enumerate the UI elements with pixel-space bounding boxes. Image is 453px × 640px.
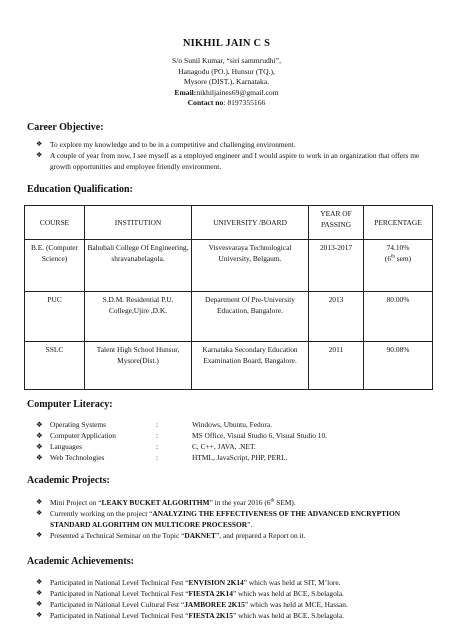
course-cell: B.E. (Computer Science) bbox=[25, 240, 85, 292]
address-line: Mysore (DIST.), Karnataka. bbox=[183, 77, 270, 86]
email-link[interactable]: nikhiljaines69@gmail.com bbox=[196, 87, 279, 97]
institution-cell: S.D.M. Residential P.U. College,Ujire ,D.K. bbox=[85, 292, 192, 342]
table-row bbox=[25, 292, 433, 342]
year-cell: 2013-2017 bbox=[309, 240, 364, 292]
contact-label: Contact no bbox=[187, 98, 224, 107]
column-header: COURSE bbox=[25, 206, 85, 240]
diamond-bullet-icon: ❖ bbox=[36, 151, 43, 159]
candidate-name: NIKHIL JAIN C S bbox=[182, 38, 271, 49]
diamond-bullet-icon: ❖ bbox=[36, 509, 43, 517]
institution-cell: Talent High School Hunsur, Mysore(Dist.) bbox=[85, 342, 192, 390]
list-item: ❖ Participated in National Level Technical Fest “FIESTA 2K14” which was held at BCE, S.belagola. bbox=[36, 589, 344, 598]
percentage-value: 74.10% bbox=[386, 243, 410, 252]
table-row bbox=[25, 240, 433, 292]
diamond-bullet-icon: ❖ bbox=[36, 431, 43, 440]
list-item: ❖ To explore my knowledge and to be in a competitive and challenging environment. bbox=[36, 140, 296, 149]
address-line: S/o Sunil Kumar, “siri sammrudhi”, bbox=[172, 56, 281, 65]
list-item: ❖ Mini Project on “LEAKY BUCKET ALGORITHM” in the year 2016 (6th SEM). bbox=[36, 498, 296, 507]
computer-heading: Computer Literacy: bbox=[27, 399, 113, 410]
diamond-bullet-icon: ❖ bbox=[36, 498, 43, 506]
percentage-cell bbox=[364, 240, 433, 292]
projects-list bbox=[36, 497, 436, 541]
diamond-bullet-icon: ❖ bbox=[36, 531, 43, 539]
percentage-cell: 90.08% bbox=[364, 342, 433, 390]
column-header: UNIVERSITY /BOARD bbox=[192, 206, 309, 240]
career-list bbox=[36, 139, 436, 172]
contact-line bbox=[0, 98, 453, 109]
column-header: PERCENTAGE bbox=[364, 206, 433, 240]
column-header: YEAR OF PASSING bbox=[309, 206, 364, 240]
percentage-cell: 80.00% bbox=[364, 292, 433, 342]
year-cell: 2011 bbox=[309, 342, 364, 390]
column-header: INSTITUTION bbox=[85, 206, 192, 240]
diamond-bullet-icon: ❖ bbox=[36, 442, 43, 451]
table-row bbox=[25, 342, 433, 390]
university-cell: Visvesvaraya Technological University, Belgaum. bbox=[192, 240, 309, 292]
achievements-list bbox=[36, 577, 436, 621]
address-line: Hanagodu (PO.), Hunsur (TQ.), bbox=[178, 66, 275, 76]
diamond-bullet-icon: ❖ bbox=[36, 578, 43, 586]
education-table bbox=[24, 205, 433, 390]
list-item: ❖ Participated in National Level Technical Fest “ENVISION 2K14” which was held at SIT, M’lore. bbox=[36, 578, 341, 587]
university-cell: Department Of Pre-University Education, Bangalore. bbox=[192, 292, 309, 342]
course-cell: PUC bbox=[25, 292, 85, 342]
list-item: ❖ Presented a Technical Seminar on the Topic “DAKNET”, and prepared a Report on it. bbox=[36, 531, 306, 540]
list-item: ❖ Participated in National Level Technical Fest “FIESTA 2K15” which was held at BCE, S.belagola. bbox=[36, 611, 344, 620]
career-heading: Career Objective: bbox=[27, 122, 104, 133]
diamond-bullet-icon: ❖ bbox=[36, 600, 43, 608]
projects-heading: Academic Projects: bbox=[27, 475, 110, 486]
list-item: ❖ A couple of year from now, I see myself as a employed engineer and I would aspire to work in an organization that offers me growth opportunities and employee friendly environment. bbox=[36, 151, 420, 171]
email-label: Email: bbox=[174, 87, 197, 97]
resume-page: NIKHIL JAIN C S S/o Sunil Kumar, “siri sammrudhi”, Hanagodu (PO.), Hunsur (TQ.), Mysore (DIST.), Karnataka. Email:nikhiljaines69@gmail.com Contact no: 8197355166 Career Objective: ❖ To explore my knowledge and to be in a competitive and challenging environment. ❖ A couple of year from now, I see myself as a employed engineer and I would aspire to work in an organization that offers me growth opportunities and employee friendly environment. Education Qualification: COURSE INSTITUTION UNIVERSITY /BOARD YEAR OF PASSING PERCENTAGE B.E. (Computer Science) Bahubali College Of Engineering, shravanabelagola. Visvesvaraya Technological University, Belgaum. 2013-2017 74.10% (6th sem) PUC S.D.M. Residential P.U. College,Ujire ,D.K. Department Of Pre-University Education, Bangalore. 2013 80.00% SSLC Talent High School Hunsur, Mysore(Dist.) Karnataka Secondary Education Examination Board, Bangalore. 2011 90.08% Computer Literacy: ❖ Operating Systems : Windows, Ubuntu, Fedora. ❖ Computer Application : MS Office, Visual Studio 6, Visual Studio 10. ❖ Languages : C, C++, JAVA, .NET. ❖ Web Technologies : HTML, JavaScript, PHP, PERL. Academic Projects: ❖ Mini Project on “LEAKY BUCKET ALGORITHM” in the year 2016 (6th SEM). ❖ Currently working on the project “ANALYZING THE EFFECTIVENESS OF THE ADVANCED ENCRYPTION STANDARD ALGORITHM ON MULTICORE PROCESSOR”. ❖ Presented a Technical Seminar on the Topic “DAKNET”, and prepared a Report on it. Academic Achievements: ❖ Participated in National Level Technical Fest “ENVISION 2K14” which was held at SIT, M’lore. ❖ Participated in National Level Technical Fest “FIESTA 2K14” which was held at BCE, S.belagola. ❖ Participated in National Level Cultural Fest “JAMBOREE 2K15” which was held at MCE, Hassan. ❖ Participated in National Level Technical Fest “FIESTA 2K15” which was held at BCE, S.belagola. bbox=[0, 0, 453, 640]
address-block bbox=[0, 56, 453, 109]
email-line bbox=[0, 88, 453, 99]
diamond-bullet-icon: ❖ bbox=[36, 420, 43, 429]
diamond-bullet-icon: ❖ bbox=[36, 140, 43, 148]
university-cell: Karnataka Secondary Education Examination Board, Bangalore. bbox=[192, 342, 309, 390]
diamond-bullet-icon: ❖ bbox=[36, 589, 43, 597]
diamond-bullet-icon: ❖ bbox=[36, 611, 43, 619]
list-item: ❖ Participated in National Level Cultural Fest “JAMBOREE 2K15” which was held at MCE, Hassan. bbox=[36, 600, 348, 609]
course-cell: SSLC bbox=[25, 342, 85, 390]
semester-note: (6th sem) bbox=[384, 254, 412, 263]
year-cell: 2013 bbox=[309, 292, 364, 342]
list-item: ❖ Currently working on the project “ANALYZING THE EFFECTIVENESS OF THE ADVANCED ENCRYPTION STANDARD ALGORITHM ON MULTICORE PROCESSOR”. bbox=[36, 509, 401, 529]
table-header-row bbox=[25, 206, 433, 240]
contact-number: : 8197355166 bbox=[223, 98, 266, 107]
diamond-bullet-icon: ❖ bbox=[36, 453, 43, 462]
institution-cell: Bahubali College Of Engineering, shravanabelagola. bbox=[85, 240, 192, 292]
achievements-heading: Academic Achievements: bbox=[27, 556, 134, 567]
education-heading: Education Qualification: bbox=[27, 184, 133, 195]
